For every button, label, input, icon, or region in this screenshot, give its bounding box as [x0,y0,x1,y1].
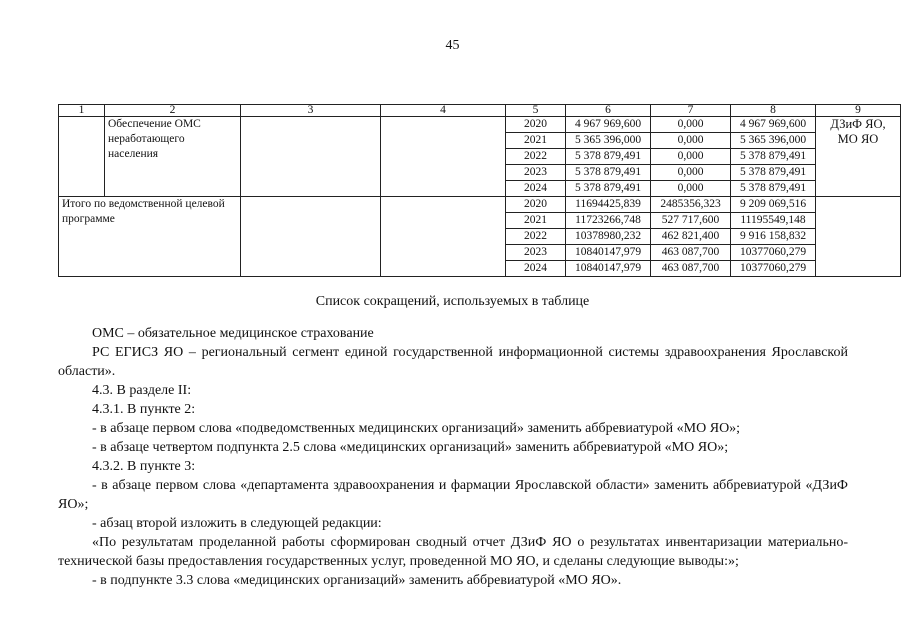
total-cell: 5 365 396,000 [566,133,651,149]
total-cell: 5 378 879,491 [566,149,651,165]
col-header: 6 [566,105,651,117]
total-cell: 5 378 879,491 [566,165,651,181]
paragraph: - в абзаце четвертом подпункта 2.5 слова «медицинских организаций» заменить аббревиатурой «МО ЯО»; [92,440,729,455]
federal-cell: 0,000 [651,181,731,197]
measure-name: Обеспечение ОМС неработающего населения [105,117,241,197]
year-cell: 2024 [506,261,566,277]
table-row [59,197,901,213]
cell-empty [59,117,105,197]
cell-empty [241,197,381,277]
paragraph: «По результатам проделанной работы сформирован сводный отчет ДЗиФ ЯО о результатах инвентаризации материально-технической базы предоставления государственных услуг, проведенной МО ЯО, и сделаны следующие выводы:»; [58,535,848,569]
federal-cell: 2485356,323 [651,197,731,213]
document-body [58,324,848,590]
total-cell: 4 967 969,600 [566,117,651,133]
regional-cell: 4 967 969,600 [731,117,816,133]
table-row [59,117,901,133]
regional-cell: 11195549,148 [731,213,816,229]
regional-cell: 5 365 396,000 [731,133,816,149]
federal-cell: 463 087,700 [651,245,731,261]
total-cell: 10840147,979 [566,245,651,261]
paragraph: - абзац второй изложить в следующей редакции: [92,516,382,531]
regional-cell: 5 378 879,491 [731,149,816,165]
total-label: Итого по ведомственной целевой программе [59,197,241,277]
col-header: 4 [381,105,506,117]
budget-table [58,104,901,277]
header-row [59,105,901,117]
total-cell: 5 378 879,491 [566,181,651,197]
paragraph: 4.3.1. В пункте 2: [92,402,196,417]
cell-empty [381,197,506,277]
col-header: 9 [816,105,901,117]
paragraph: - в подпункте 3.3 слова «медицинских организаций» заменить аббревиатурой «МО ЯО». [92,573,622,588]
year-cell: 2021 [506,213,566,229]
regional-cell: 9 916 158,832 [731,229,816,245]
paragraph: - в абзаце первом слова «департамента здравоохранения и фармации Ярославской области» заменить аббревиатурой «ДЗиФ ЯО»; [58,478,848,512]
year-cell: 2023 [506,165,566,181]
regional-cell: 5 378 879,491 [731,181,816,197]
year-cell: 2024 [506,181,566,197]
cell-empty [816,197,901,277]
col-header: 5 [506,105,566,117]
year-cell: 2021 [506,133,566,149]
total-cell: 11694425,839 [566,197,651,213]
year-cell: 2020 [506,117,566,133]
year-cell: 2020 [506,197,566,213]
federal-cell: 0,000 [651,149,731,165]
federal-cell: 462 821,400 [651,229,731,245]
federal-cell: 0,000 [651,165,731,181]
page-number: 45 [445,38,460,53]
regional-cell: 10377060,279 [731,261,816,277]
executor-cell: ДЗиФ ЯО, МО ЯО [816,117,901,197]
year-cell: 2023 [506,245,566,261]
abbreviations-caption: Список сокращений, используемых в таблице [315,294,590,309]
total-cell: 10378980,232 [566,229,651,245]
col-header: 3 [241,105,381,117]
year-cell: 2022 [506,149,566,165]
paragraph: - в абзаце первом слова «подведомственных медицинских организаций» заменить аббревиатурой «МО ЯО»; [92,421,741,436]
regional-cell: 10377060,279 [731,245,816,261]
regional-cell: 5 378 879,491 [731,165,816,181]
cell-empty [241,117,381,197]
paragraph: 4.3.2. В пункте 3: [92,459,196,474]
total-cell: 11723266,748 [566,213,651,229]
col-header: 8 [731,105,816,117]
col-header: 1 [59,105,105,117]
federal-cell: 0,000 [651,133,731,149]
paragraph: 4.3. В разделе II: [92,383,192,398]
regional-cell: 9 209 069,516 [731,197,816,213]
federal-cell: 0,000 [651,117,731,133]
total-cell: 10840147,979 [566,261,651,277]
paragraph: РС ЕГИСЗ ЯО – региональный сегмент единой государственной информационной системы здравоохранения Ярославской области». [58,345,848,379]
federal-cell: 527 717,600 [651,213,731,229]
year-cell: 2022 [506,229,566,245]
federal-cell: 463 087,700 [651,261,731,277]
col-header: 7 [651,105,731,117]
paragraph: ОМС – обязательное медицинское страхование [92,326,374,341]
cell-empty [381,117,506,197]
col-header: 2 [105,105,241,117]
